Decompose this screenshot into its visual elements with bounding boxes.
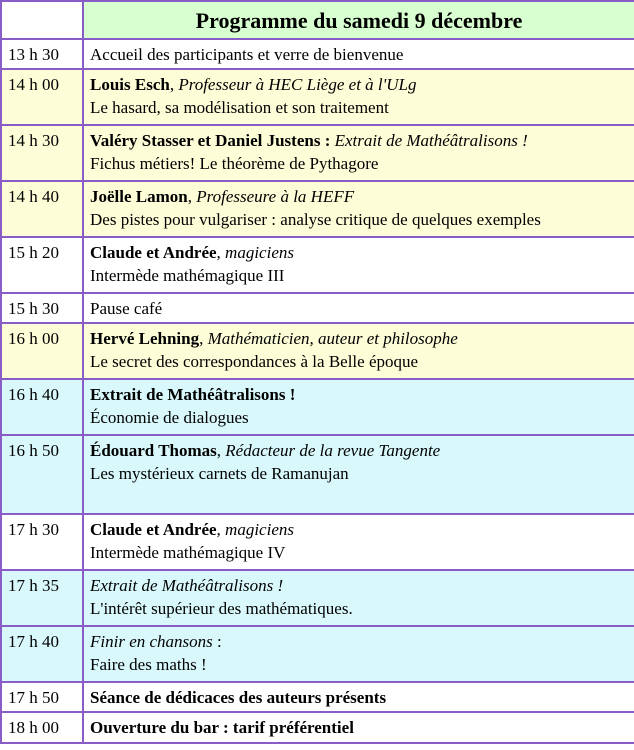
event-description: Les mystérieux carnets de Ramanujan bbox=[90, 464, 349, 483]
role-suffix: : bbox=[212, 632, 222, 651]
event-description: Accueil des participants et verre de bienvenue bbox=[90, 45, 404, 64]
speaker-role: Professeur à HEC Liège et à l'ULg bbox=[178, 75, 417, 94]
time-cell: 16 h 50 bbox=[1, 435, 83, 514]
schedule-row bbox=[1, 712, 634, 743]
event-description: Faire des maths ! bbox=[90, 655, 207, 674]
separator: , bbox=[187, 187, 197, 206]
separator: , bbox=[216, 243, 226, 262]
speaker-name: Joëlle Lamon bbox=[90, 187, 188, 206]
time-cell: 16 h 40 bbox=[1, 379, 83, 435]
event-description: Intermède mathémagique III bbox=[90, 266, 285, 285]
speaker-role: magiciens bbox=[225, 520, 294, 539]
event-cell bbox=[83, 39, 634, 69]
speaker-name: Claude et Andrée bbox=[90, 520, 217, 539]
event-description: Le hasard, sa modélisation et son traitement bbox=[90, 98, 389, 117]
schedule-row bbox=[1, 39, 634, 69]
time-cell: 17 h 50 bbox=[1, 682, 83, 712]
schedule-row bbox=[1, 69, 634, 125]
event-description: Le secret des correspondances à la Belle époque bbox=[90, 352, 419, 371]
speaker-role: Rédacteur de la revue Tangente bbox=[225, 441, 441, 460]
event-cell bbox=[83, 323, 634, 379]
speaker-name: Séance de dédicaces des auteurs présents bbox=[90, 688, 387, 707]
header-corner-cell bbox=[1, 1, 83, 39]
speaker-name: Édouard Thomas bbox=[90, 441, 217, 460]
speaker-role: Extrait de Mathéâtralisons ! bbox=[90, 576, 284, 595]
event-description: Intermède mathémagique IV bbox=[90, 543, 286, 562]
time-cell: 18 h 00 bbox=[1, 712, 83, 743]
schedule-row bbox=[1, 379, 634, 435]
event-description: L'intérêt supérieur des mathématiques. bbox=[90, 599, 353, 618]
event-cell bbox=[83, 293, 634, 323]
speaker-role: Finir en chansons bbox=[90, 632, 213, 651]
event-cell bbox=[83, 237, 634, 293]
time-cell: 17 h 40 bbox=[1, 626, 83, 682]
header-row bbox=[1, 1, 634, 39]
event-cell bbox=[83, 125, 634, 181]
time-cell: 14 h 00 bbox=[1, 69, 83, 125]
time-cell: 17 h 35 bbox=[1, 570, 83, 626]
speaker-name: Valéry Stasser et Daniel Justens : bbox=[90, 131, 331, 150]
speaker-name: Louis Esch bbox=[90, 75, 170, 94]
speaker-name: Claude et Andrée bbox=[90, 243, 217, 262]
speaker-name: Extrait de Mathéâtralisons ! bbox=[90, 385, 296, 404]
speaker-role: Professeure à la HEFF bbox=[196, 187, 355, 206]
event-cell bbox=[83, 181, 634, 237]
event-cell bbox=[83, 570, 634, 626]
programme-title: Programme du samedi 9 décembre bbox=[83, 1, 634, 39]
time-cell: 14 h 40 bbox=[1, 181, 83, 237]
schedule-row bbox=[1, 626, 634, 682]
event-cell bbox=[83, 626, 634, 682]
time-cell: 15 h 30 bbox=[1, 293, 83, 323]
time-cell: 17 h 30 bbox=[1, 514, 83, 570]
schedule-row bbox=[1, 237, 634, 293]
event-cell bbox=[83, 379, 634, 435]
event-cell bbox=[83, 712, 634, 743]
separator: , bbox=[216, 520, 226, 539]
schedule-row bbox=[1, 570, 634, 626]
event-cell bbox=[83, 69, 634, 125]
speaker-role: magiciens bbox=[225, 243, 294, 262]
event-description: Pause café bbox=[90, 299, 163, 318]
event-cell bbox=[83, 514, 634, 570]
schedule-row bbox=[1, 435, 634, 514]
speaker-name: Hervé Lehning bbox=[90, 329, 200, 348]
schedule-row bbox=[1, 323, 634, 379]
event-cell bbox=[83, 682, 634, 712]
schedule-row bbox=[1, 514, 634, 570]
event-cell bbox=[83, 435, 634, 514]
event-description: Des pistes pour vulgariser : analyse critique de quelques exemples bbox=[90, 210, 541, 229]
separator: , bbox=[199, 329, 208, 348]
schedule-row bbox=[1, 125, 634, 181]
event-description: Fichus métiers! Le théorème de Pythagore bbox=[90, 154, 379, 173]
separator: , bbox=[216, 441, 226, 460]
separator: , bbox=[169, 75, 179, 94]
speaker-role: Extrait de Mathéâtralisons ! bbox=[334, 131, 528, 150]
time-cell: 14 h 30 bbox=[1, 125, 83, 181]
time-cell: 15 h 20 bbox=[1, 237, 83, 293]
time-cell: 13 h 30 bbox=[1, 39, 83, 69]
schedule-row bbox=[1, 293, 634, 323]
schedule-row bbox=[1, 682, 634, 712]
event-description: Économie de dialogues bbox=[90, 408, 249, 427]
time-cell: 16 h 00 bbox=[1, 323, 83, 379]
schedule-row bbox=[1, 181, 634, 237]
speaker-name: Ouverture du bar : tarif préférentiel bbox=[90, 718, 354, 737]
speaker-role: Mathématicien, auteur et philosophe bbox=[207, 329, 458, 348]
